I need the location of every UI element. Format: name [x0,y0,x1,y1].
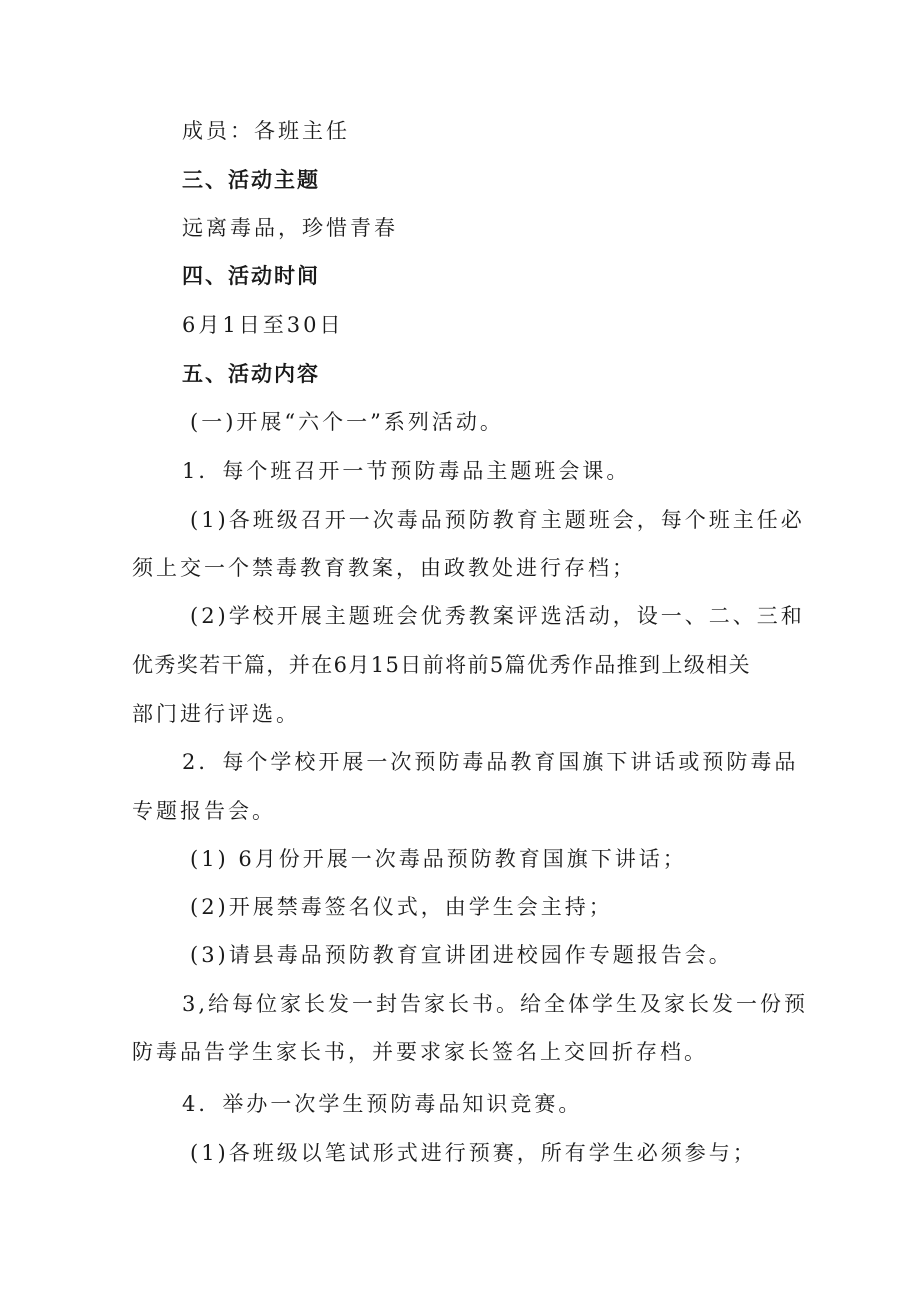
item-1-title: 1．每个班召开一节预防毒品主题班会课。 [182,459,631,483]
item-1-sub-2-line-3: 部门进行评选。 [132,702,300,726]
members-line: 成员：各班主任 [182,119,350,143]
section-heading-content: 五、活动内容 [182,362,320,386]
item-4-title: 4．举办一次学生预防毒品知识竞赛。 [182,1092,583,1116]
time-text: 6月1日至30日 [182,313,344,337]
item-2-title-line-2: 专题报告会。 [132,799,276,823]
item-3-line-1: 3,给每位家长发一封告家长书。给全体学生及家长发一份预 [182,992,809,1016]
section-heading-time: 四、活动时间 [182,264,320,288]
item-1-sub-1-line-2: 须上交一个禁毒教育教案，由政教处进行存档； [132,556,636,580]
item-1-sub-2-line-1: (2)学校开展主题班会优秀教案评选活动，设一、二、三和 [190,604,805,628]
item-2-sub-1: (1) 6月份开展一次毒品预防教育国旗下讲话； [190,847,687,871]
item-1-sub-2-line-2: 优秀奖若干篇，并在6月15日前将前5篇优秀作品推到上级相关 [132,653,752,677]
item-2-sub-3: (3)请县毒品预防教育宣讲团进校园作专题报告会。 [190,943,733,967]
subsection-heading: (一)开展“六个一”系列活动。 [190,410,504,434]
item-3-line-2: 防毒品告学生家长书，并要求家长签名上交回折存档。 [132,1040,708,1064]
item-1-sub-1-line-1: (1)各班级召开一次毒品预防教育主题班会，每个班主任必 [190,508,805,532]
section-heading-theme: 三、活动主题 [182,168,320,192]
item-2-title-line-1: 2．每个学校开展一次预防毒品教育国旗下讲话或预防毒品 [182,750,799,774]
item-2-sub-2: (2)开展禁毒签名仪式，由学生会主持； [190,895,613,919]
item-4-sub-1: (1)各班级以笔试形式进行预赛，所有学生必须参与； [190,1141,757,1165]
theme-text: 远离毒品，珍惜青春 [182,216,398,240]
